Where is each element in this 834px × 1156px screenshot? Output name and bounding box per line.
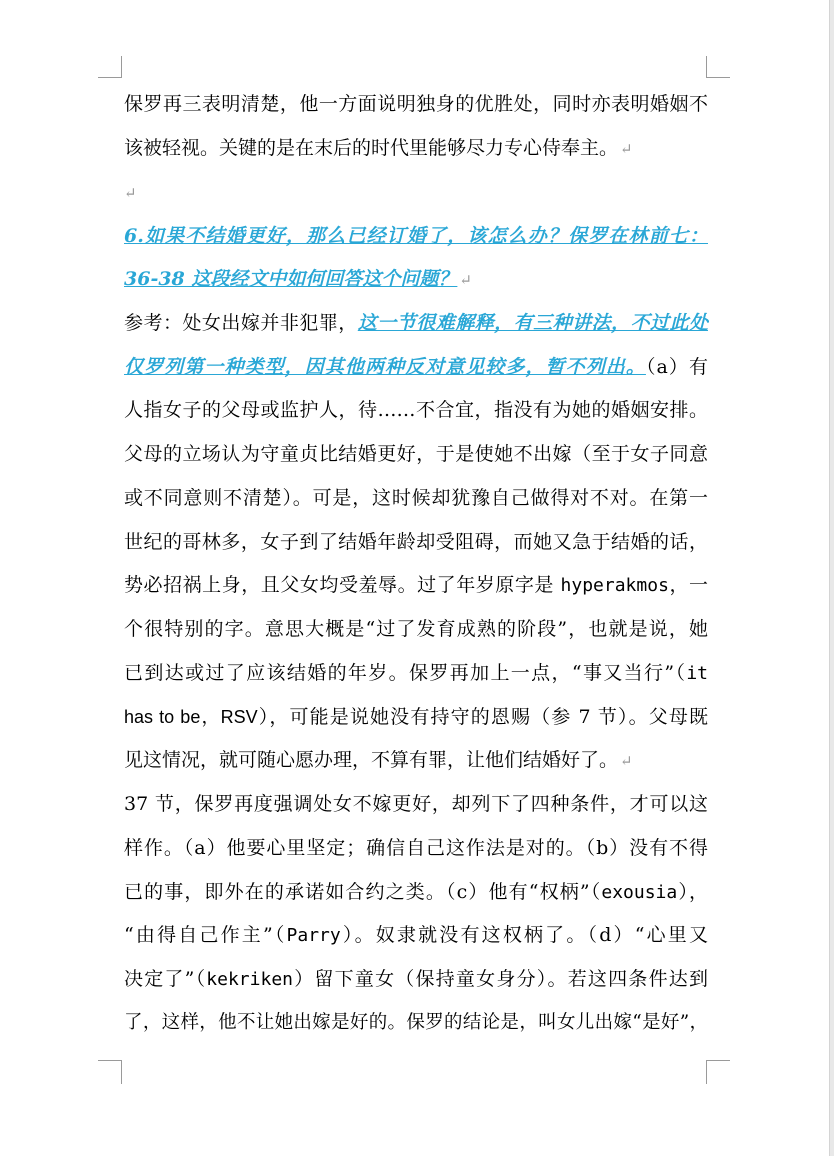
question-heading-line xyxy=(124,224,708,248)
reference-label: 参考：处女出嫁并非犯罪， xyxy=(124,312,358,334)
body-text: 已到达或过了应该结婚的年岁。保罗再加上一点，“事又当行”（ xyxy=(124,662,687,684)
body-text: 已的事，即外在的承诺如合约之类。（c）他有“权柄”（ xyxy=(124,881,602,903)
paragraph-mark-icon: ↵ xyxy=(620,752,633,770)
body-text: ，一 xyxy=(668,574,708,596)
greek-word: hyperakmos xyxy=(560,575,669,596)
body-text: ）留下童女（保持童女身分）。若这四条件达到 xyxy=(293,968,708,990)
page-edge xyxy=(829,0,834,1156)
body-line xyxy=(124,661,708,685)
body-line: 或不同意则不清楚）。可是，这时候却犹豫自己做得对不对。在第一 xyxy=(124,487,708,509)
body-line xyxy=(124,705,708,729)
question-heading-line xyxy=(124,267,708,291)
body-text: 该被轻视。关键的是在末后的时代里能够尽力专心侍奉主。 xyxy=(124,137,619,159)
body-line: 样作。（a）他要心里坚定；确信自己这作法是对的。（b）没有不得 xyxy=(124,837,708,859)
question-heading-text: 36-38 这段经文中如何回答这个问题？ xyxy=(124,268,458,290)
body-line: 个很特别的字。意思大概是“过了发育成熟的阶段”，也就是说，她 xyxy=(124,618,708,640)
crop-mark-bottom-left-h xyxy=(98,1060,122,1061)
body-line xyxy=(124,967,708,991)
reference-line xyxy=(124,311,708,335)
body-text: ）。奴隶就没有这权柄了。（d）“心里又 xyxy=(340,924,708,946)
paragraph-mark-icon: ↵ xyxy=(124,184,137,202)
body-line xyxy=(124,880,708,904)
english-quote: has to be，RSV xyxy=(124,707,258,727)
paragraph-mark-icon: ↵ xyxy=(459,271,472,289)
body-text: ），可能是说她没有持守的恩赐（参 7 节）。父母既 xyxy=(257,706,708,728)
body-line: 保罗再三表明清楚，他一方面说明独身的优胜处，同时亦表明婚姻不 xyxy=(124,93,708,115)
crop-mark-bottom-left xyxy=(121,1060,122,1084)
body-text: ）， xyxy=(677,881,708,903)
empty-paragraph xyxy=(124,180,708,204)
body-line xyxy=(124,573,708,597)
paragraph-mark-icon: ↵ xyxy=(620,140,633,158)
question-heading-text: 6.如果不结婚更好，那么已经订婚了，该怎么办？保罗在林前七： xyxy=(124,225,708,247)
body-text: （a）有 xyxy=(645,356,708,378)
body-line: 37 节，保罗再度强调处女不嫁更好，却列下了四种条件，才可以这 xyxy=(124,793,708,815)
body-text: “由得自己作主”（ xyxy=(124,924,287,946)
body-line: 世纪的哥林多，女子到了结婚年龄却受阻碍，而她又急于结婚的话， xyxy=(124,531,708,553)
crop-mark-bottom-right xyxy=(706,1060,707,1084)
reference-line xyxy=(124,355,708,379)
reference-highlight: 这一节很难解释，有三种讲法，不过此处 xyxy=(357,312,708,334)
body-line xyxy=(124,136,708,160)
author-name: Parry xyxy=(286,925,341,946)
body-line: 人指女子的父母或监护人，待……不合宜，指没有为她的婚姻安排。 xyxy=(124,399,708,421)
greek-word: exousia xyxy=(601,882,678,903)
body-text: 见这情况，就可随心愿办理，不算有罪，让他们结婚好了。 xyxy=(124,749,619,771)
body-line xyxy=(124,923,708,947)
body-line: 了，这样，他不让她出嫁是好的。保罗的结论是，叫女儿出嫁“是好”， xyxy=(124,1012,708,1033)
crop-mark-top-left-h xyxy=(98,77,122,78)
crop-mark-top-right xyxy=(706,56,707,78)
body-text: 势必招祸上身，且父女均受羞辱。过了年岁原字是 xyxy=(124,574,561,596)
crop-mark-bottom-right-h xyxy=(706,1060,730,1061)
body-line: 父母的立场认为守童贞比结婚更好，于是使她不出嫁（至于女子同意 xyxy=(124,443,708,465)
body-text: 决定了”（ xyxy=(124,968,207,990)
greek-word: kekriken xyxy=(206,969,293,990)
reference-highlight: 仅罗列第一种类型，因其他两种反对意见较多，暂不列出。 xyxy=(124,356,646,378)
english-word: it xyxy=(686,663,708,684)
crop-mark-top-right-h xyxy=(706,77,730,78)
body-line xyxy=(124,748,708,772)
crop-mark-top-left xyxy=(121,56,122,78)
